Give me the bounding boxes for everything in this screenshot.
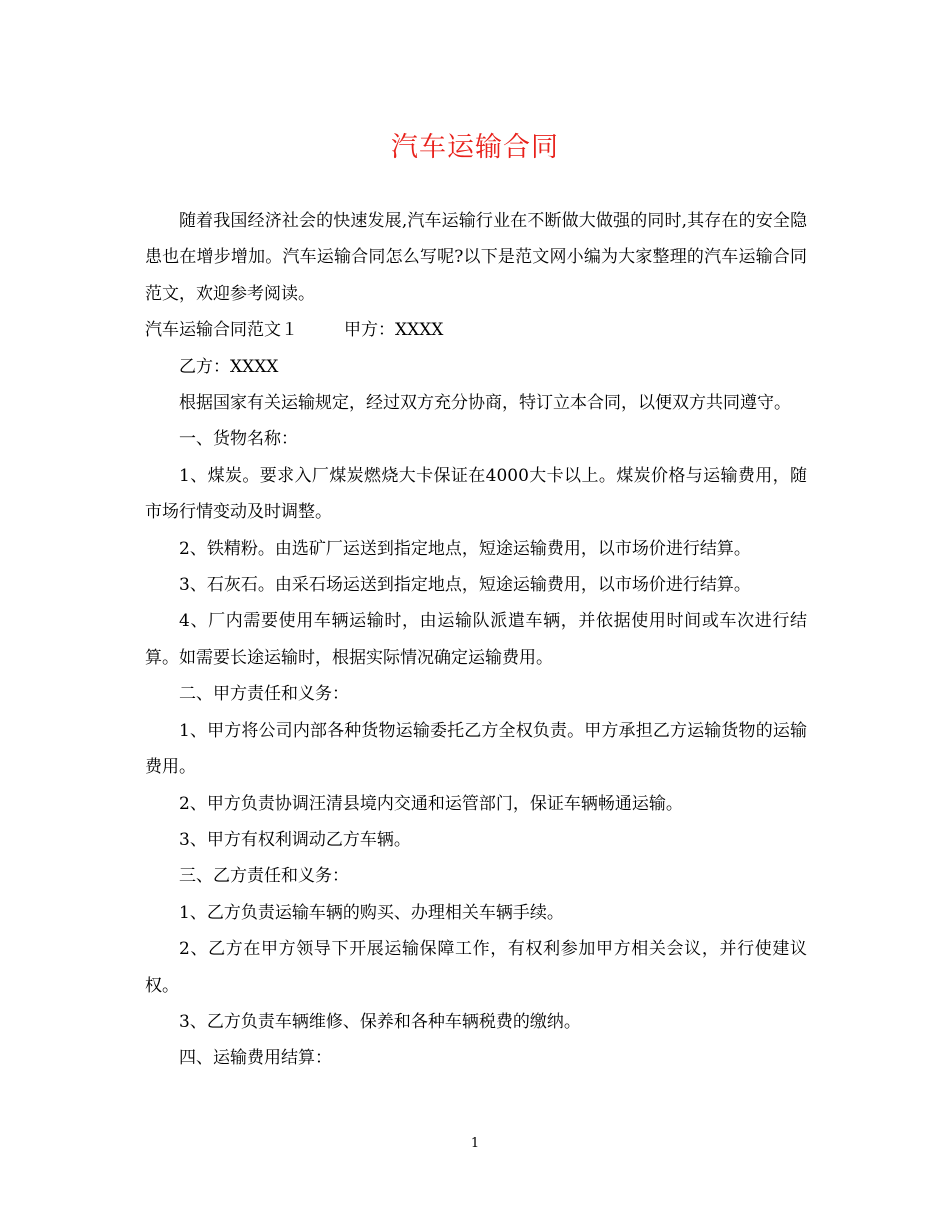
goods-item-in-plant: 4、厂内需要使用车辆运输时，由运输队派遣车辆，并依据使用时间或车次进行结算。如需要长途运输时，根据实际情况确定运输费用。 [145, 611, 807, 668]
party-b-duty-2: 2、乙方在甲方领导下开展运输保障工作，有权利参加甲方相关会议，并行使建议权。 [145, 939, 807, 996]
party-a-duty-3: 3、甲方有权利调动乙方车辆。 [179, 829, 411, 850]
sample-heading: 汽车运输合同范文１ [145, 320, 298, 341]
party-b: 乙方：XXXX [179, 356, 279, 377]
goods-item-limestone: 3、石灰石。由采石场运送到指定地点，短途运输费用，以市场价进行结算。 [179, 575, 751, 596]
document-body [145, 203, 807, 1077]
party-a-duty-1: 1、甲方将公司内部各种货物运输委托乙方全权负责。甲方承担乙方运输货物的运输费用。 [145, 720, 807, 778]
party-b-duty-3: 3、乙方负责车辆维修、保养和各种车辆税费的缴纳。 [179, 1011, 581, 1032]
party-a-duty-2: 2、甲方负责协调汪清县境内交通和运管部门，保证车辆畅通运输。 [179, 793, 683, 814]
goods-item-coal: 1、煤炭。要求入厂煤炭燃烧大卡保证在4000大卡以上。煤炭价格与运输费用，随市场行情变动及时调整。 [145, 465, 807, 523]
section-heading-goods: 一、货物名称： [179, 429, 298, 450]
document-title: 汽车运输合同 [391, 132, 559, 163]
goods-item-iron-powder: 2、铁精粉。由选矿厂运送到指定地点，短途运输费用，以市场价进行结算。 [179, 538, 751, 559]
page-number: 1 [470, 1136, 480, 1151]
section-heading-settlement: 四、运输费用结算： [179, 1048, 332, 1069]
section-heading-party-a-duties: 二、甲方责任和义务： [179, 684, 349, 705]
sample-heading-line [145, 312, 807, 348]
preamble-paragraph: 根据国家有关运输规定，经过双方充分协商，特订立本合同，以便双方共同遵守。 [179, 393, 791, 414]
party-b-duty-1: 1、乙方负责运输车辆的购买、办理相关车辆手续。 [179, 902, 564, 923]
intro-paragraph: 随着我国经济社会的快速发展,汽车运输行业在不断做大做强的同时,其存在的安全隐患也在增步增加。汽车运输合同怎么写呢?以下是范文网小编为大家整理的汽车运输合同范文，欢迎参考阅读。 [145, 211, 807, 304]
party-a: 甲方：XXXX [344, 320, 444, 341]
section-heading-party-b-duties: 三、乙方责任和义务： [179, 866, 349, 887]
